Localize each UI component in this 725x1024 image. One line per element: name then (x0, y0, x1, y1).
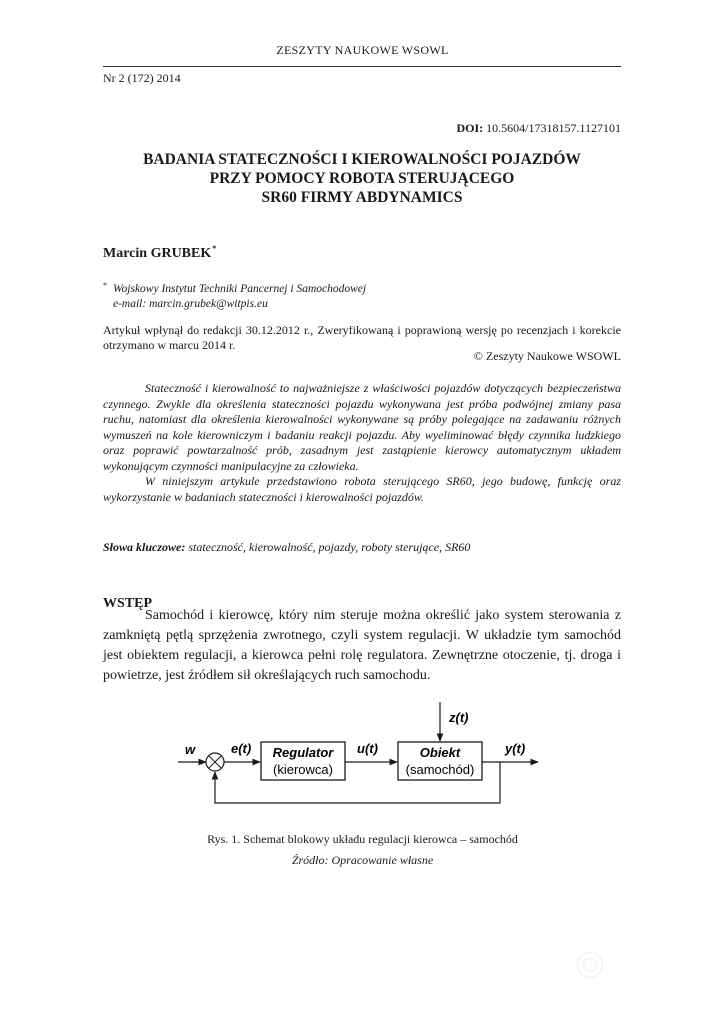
label-u: u(t) (357, 741, 378, 756)
label-e: e(t) (231, 741, 252, 756)
author (103, 244, 216, 262)
title-line-2: PRZY POMOCY ROBOTA STERUJĄCEGO (209, 170, 515, 187)
affiliation (103, 278, 366, 312)
object-title: Obiekt (419, 745, 461, 760)
figure-caption: Rys. 1. Schemat blokowy układu regulacji kierowca – samochód (207, 832, 518, 846)
author-mark: * (212, 244, 217, 253)
summing-junction (206, 753, 224, 771)
received-note: Artykuł wpłynął do redakcji 30.12.2012 r., Zweryfikowaną i poprawioną wersję po recenzjach i korekcie otrzymano w marcu 2014 r. (103, 323, 621, 352)
label-w: w (185, 742, 196, 757)
watermark-stamp-inner (583, 958, 597, 972)
header-rule (103, 66, 621, 67)
figure-source: Źródło: Opracowanie własne (291, 853, 434, 867)
regulator-title: Regulator (272, 745, 334, 760)
journal-header: ZESZYTY NAUKOWE WSOWL (276, 43, 449, 57)
abstract-paragraph-1: Stateczność i kierowalność to najważniejsze z właściwości pojazdów dotyczących bezpieczeństwa czynnego. Zwykle dla określenia stateczności pojazdu wykonywana jest próba podwójnej zmiany pasa ruchu, natomiast dla określenia kierowalności wykonywane są próby polegające na zadawaniu różnych wymuszeń na kole kierowniczym i badaniu reakcji pojazdu. Aby wyeliminować błędy czynnika ludzkiego oraz poprawić powtarzalność prób, zasadnym jest zastąpienie kierowcy automatycznym układem wykonującym czynności manipulacyjne za człowieka. (103, 381, 621, 473)
intro-paragraph: Samochód i kierowcę, który nim steruje można określić jako system sterowania z zamkniętą pętlą sprzężenia zwrotnego, czyli system regulacji. W układzie tym samochód jest obiektem regulacji, a kierowca pełni rolę regulatora. Zewnętrzne otoczenie, tj. droga i powietrze, jest źródłem sił określających ruch samochodu. (103, 608, 621, 683)
label-y: y(t) (505, 741, 526, 756)
label-z: z(t) (449, 710, 469, 725)
keywords-value: stateczność, kierowalność, pojazdy, roboty sterujące, SR60 (188, 540, 471, 554)
object-sub: (samochód) (405, 762, 475, 777)
title-line-1: BADANIA STATECZNOŚCI I KIEROWALNOŚCI POJAZDÓW (143, 151, 581, 168)
section-heading: WSTĘP (103, 596, 153, 611)
doi-label: DOI: (456, 121, 484, 135)
copyright: © Zeszyty Naukowe WSOWL (473, 349, 621, 363)
author-name: Marcin GRUBEK (103, 246, 212, 261)
title-line-3: SR60 FIRMY ABDYNAMICS (261, 189, 463, 206)
affiliation-institution: Wojskowy Instytut Techniki Pancernej i Samochodowej (113, 283, 367, 295)
keywords-label: Słowa kluczowe: (103, 540, 186, 554)
abstract-paragraph-2: W niniejszym artykule przedstawiono robota sterującego SR60, jego budowę, funkcję oraz wykorzystanie w badaniach stateczności i kierowalności pojazdów. (103, 474, 621, 504)
affiliation-mark: * (103, 281, 107, 290)
doi-value: 10.5604/17318157.1127101 (486, 121, 621, 135)
issue-number: Nr 2 (172) 2014 (103, 71, 181, 85)
block-diagram (170, 700, 550, 812)
paper-title (103, 150, 621, 207)
doi-line (456, 121, 621, 136)
keywords (103, 540, 470, 555)
intro-text (103, 606, 621, 686)
regulator-sub: (kierowca) (273, 762, 333, 777)
abstract (103, 381, 621, 505)
affiliation-email: e-mail: marcin.grubek@witpis.eu (113, 298, 268, 310)
